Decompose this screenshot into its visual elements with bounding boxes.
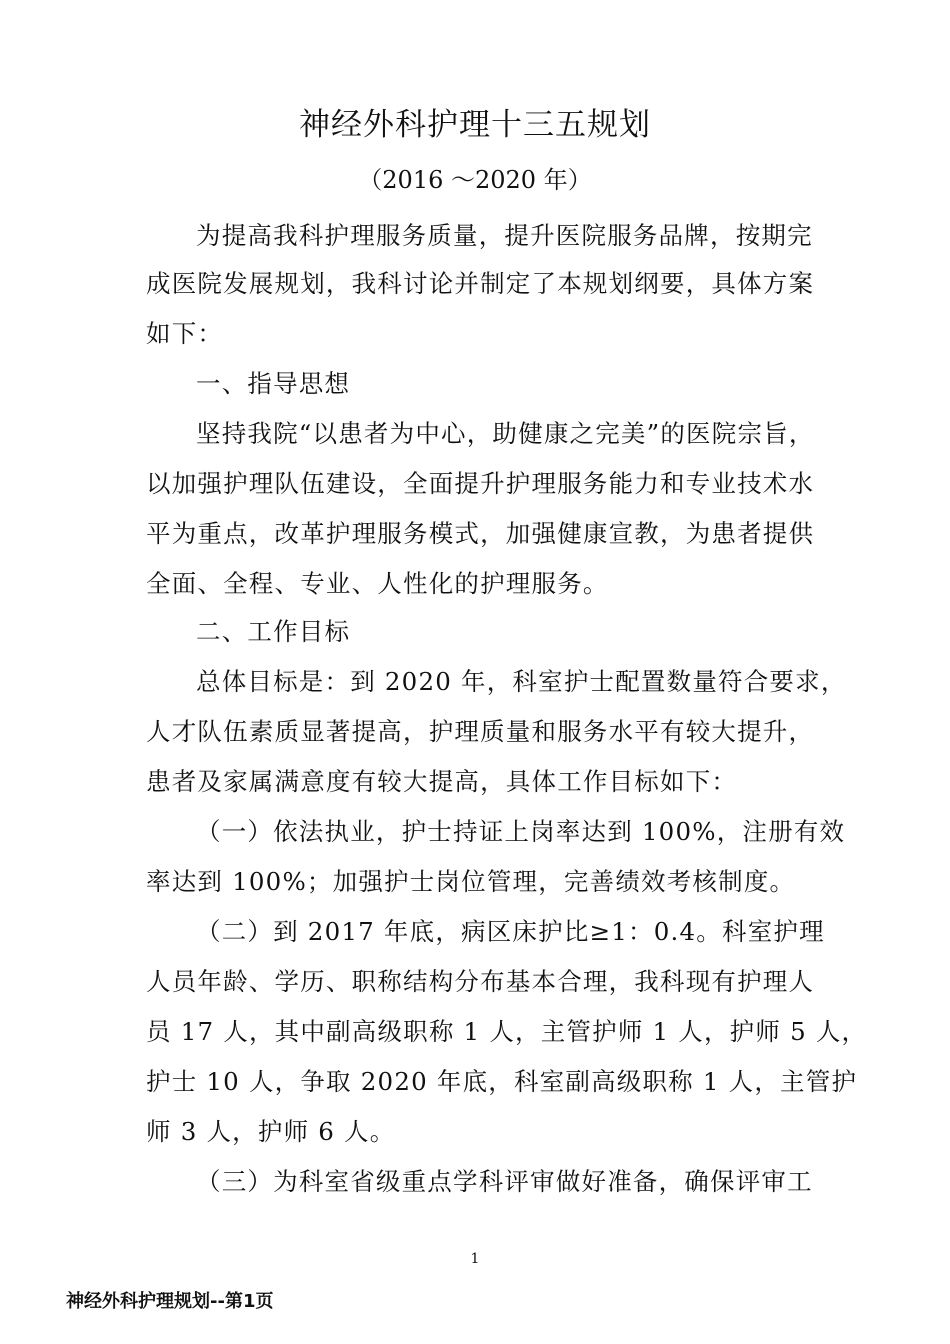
paragraph-line: （二）到 2017 年底，病区床护比≥1：0.4。科室护理 [196,917,825,946]
paragraph-line: 平为重点，改革护理服务模式，加强健康宣教，为患者提供 [146,519,815,548]
paragraph-line: 员 17 人，其中副高级职称 1 人，主管护师 1 人，护师 5 人， [146,1017,868,1046]
paragraph-line: 患者及家属满意度有较大提高，具体工作目标如下： [146,767,738,796]
footer-label: 神经外科护理规划--第1页 [66,1291,274,1312]
section-heading: 一、指导思想 [196,369,351,398]
paragraph-line: 总体目标是：到 2020 年，科室护士配置数量符合要求， [196,667,847,696]
paragraph-line: 如下： [146,319,224,348]
paragraph-line: 师 3 人，护师 6 人。 [146,1117,396,1146]
document-title: 神经外科护理十三五规划 [299,107,651,143]
paragraph-line: （三）为科室省级重点学科评审做好准备，确保评审工 [196,1167,813,1196]
section-heading: 二、工作目标 [196,617,351,646]
paragraph-line: 坚持我院“以患者为中心，助健康之完美”的医院宗旨， [196,419,815,448]
page-number: 1 [470,1251,480,1267]
paragraph-line: （一）依法执业，护士持证上岗率达到 100%，注册有效 [196,817,846,846]
paragraph-line: 全面、全程、专业、人性化的护理服务。 [146,569,609,598]
paragraph-line: 以加强护理队伍建设，全面提升护理服务能力和专业技术水 [146,469,815,498]
document-subtitle: （2016 ～2020 年） [358,166,592,194]
paragraph-line: 率达到 100%；加强护士岗位管理，完善绩效考核制度。 [146,867,796,896]
paragraph-line: 成医院发展规划，我科讨论并制定了本规划纲要，具体方案 [146,269,815,298]
paragraph-line: 人员年龄、学历、职称结构分布基本合理，我科现有护理人 [146,967,815,996]
paragraph-line: 人才队伍素质显著提高，护理质量和服务水平有较大提升， [146,717,815,746]
paragraph-line: 护士 10 人，争取 2020 年底，科室副高级职称 1 人，主管护 [146,1067,858,1096]
paragraph-line: 为提高我科护理服务质量，提升医院服务品牌，按期完 [196,221,813,250]
